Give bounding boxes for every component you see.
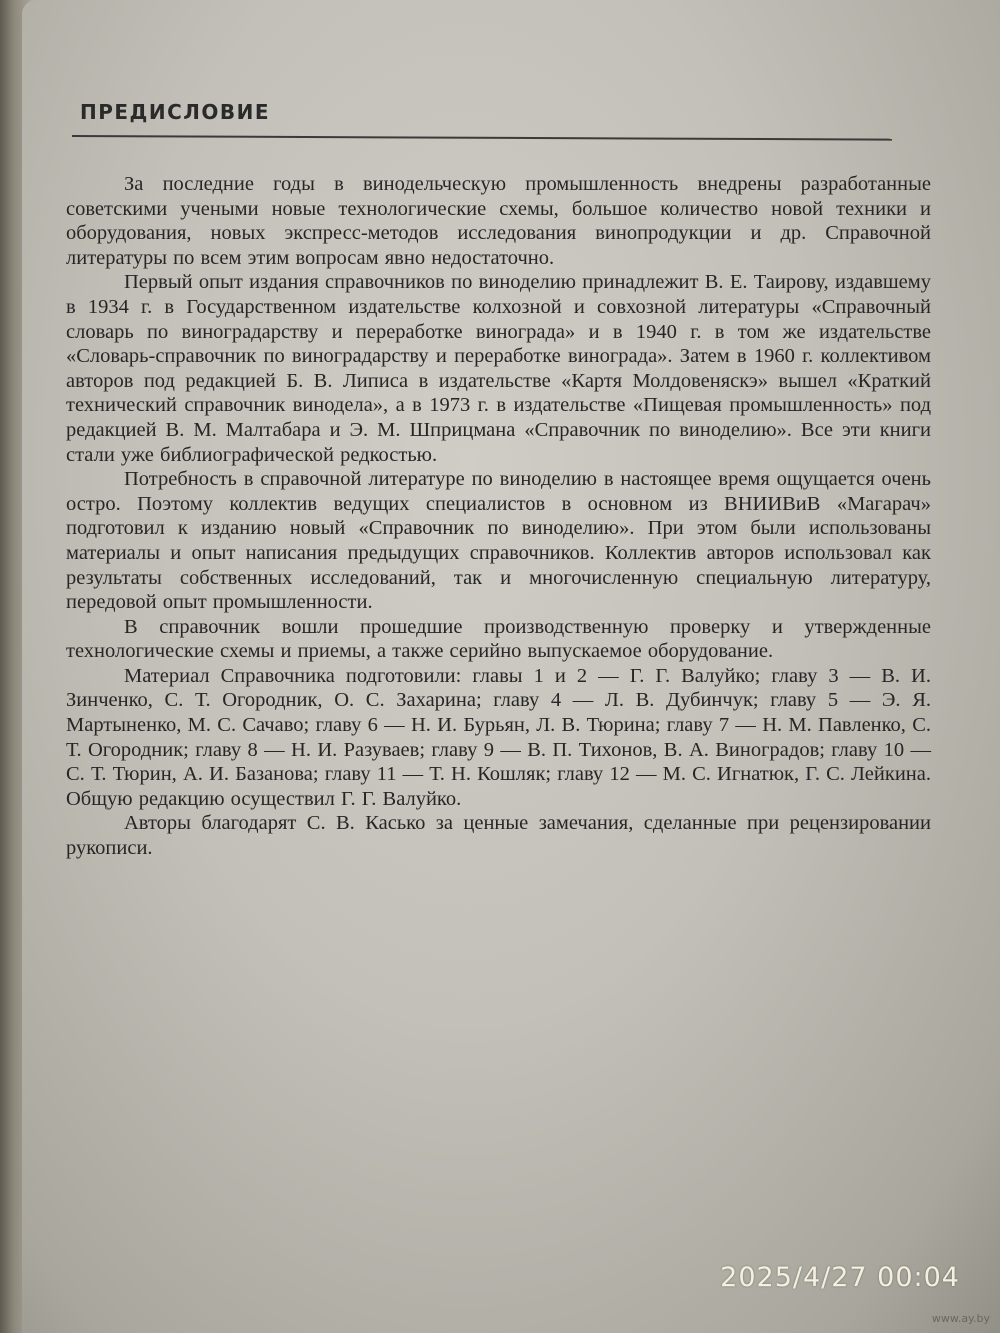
photo-timestamp: 2025/4/27 00:04 [720, 1262, 960, 1293]
body-text [66, 172, 931, 861]
site-watermark: www.ay.by [931, 1312, 990, 1325]
paragraph-history: Первый опыт издания справочников по виноделию принадлежит В. Е. Таирову, издавшему в 1934 г. в Государственном издательстве колхозной и совхозной литературы «Справочный словарь по виноградарству и переработке винограда» и в 1940 г. в том же издательстве «Словарь-справочник по виноградарству и переработке винограда». Затем в 1960 г. коллективом авторов под редакцией Б. В. Липиса в издательстве «Картя Молдовеняскэ» вышел «Краткий технический справочник винодела», а в 1973 г. в издательстве «Пищевая промышленность» под редакцией В. М. Малтабара и Э. М. Шприцмана «Справочник по виноделию». Все эти книги стали уже библиографической редкостью. [66, 271, 931, 466]
page-title: ПРЕДИСЛОВИЕ [80, 100, 271, 124]
paragraph-thanks: Авторы благодарят С. В. Касько за ценные замечания, сделанные при рецензировании рукописи. [66, 812, 931, 860]
paragraph-authors: Материал Справочника подготовили: главы 1 и 2 — Г. Г. Валуйко; главу 3 — В. И. Зинченко, С. Т. Огородник, О. С. Захарина; главу 4 — Л. В. Дубинчук; главу 5 — Э. Я. Мартыненко, М. С. Сачаво; главу 6 — Н. И. Бурьян, Л. В. Тюрина; главу 7 — Н. М. Павленко, С. Т. Огородник; главу 8 — Н. И. Разуваев; главу 9 — В. П. Тихонов, В. А. Виноградов; главу 10 — С. Т. Тюрин, А. И. Базанова; главу 11 — Т. Н. Кошляк; главу 12 — М. С. Игнатюк, Г. С. Лейкина. Общую редакцию осуществил Г. Г. Валуйко. [66, 664, 931, 810]
paragraph-need: Потребность в справочной литературе по виноделию в настоящее время ощущается очень остро. Поэтому коллектив ведущих специалистов в основном из ВНИИВиВ «Магарач» подготовил к изданию новый «Справочник по виноделию». При этом были использованы материалы и опыт написания предыдущих справочников. Коллектив авторов использовал как результаты собственных исследований, так и многочисленную специальную литературу, передовой опыт промышленности. [66, 468, 931, 614]
book-page [22, 0, 1000, 1333]
paragraph-content: В справочник вошли прошедшие производственную проверку и утвержденные технологические схемы и приемы, а также серийно выпускаемое оборудование. [66, 615, 931, 663]
heading-underline [72, 135, 892, 141]
paragraph-intro: За последние годы в винодельческую промышленность внедрены разработанные советскими учеными новые технологические схемы, большое количество новой техники и оборудования, новых экспресс-методов исследования винопродукции и др. Справочной литературы по всем этим вопросам явно недостаточно. [66, 173, 931, 269]
